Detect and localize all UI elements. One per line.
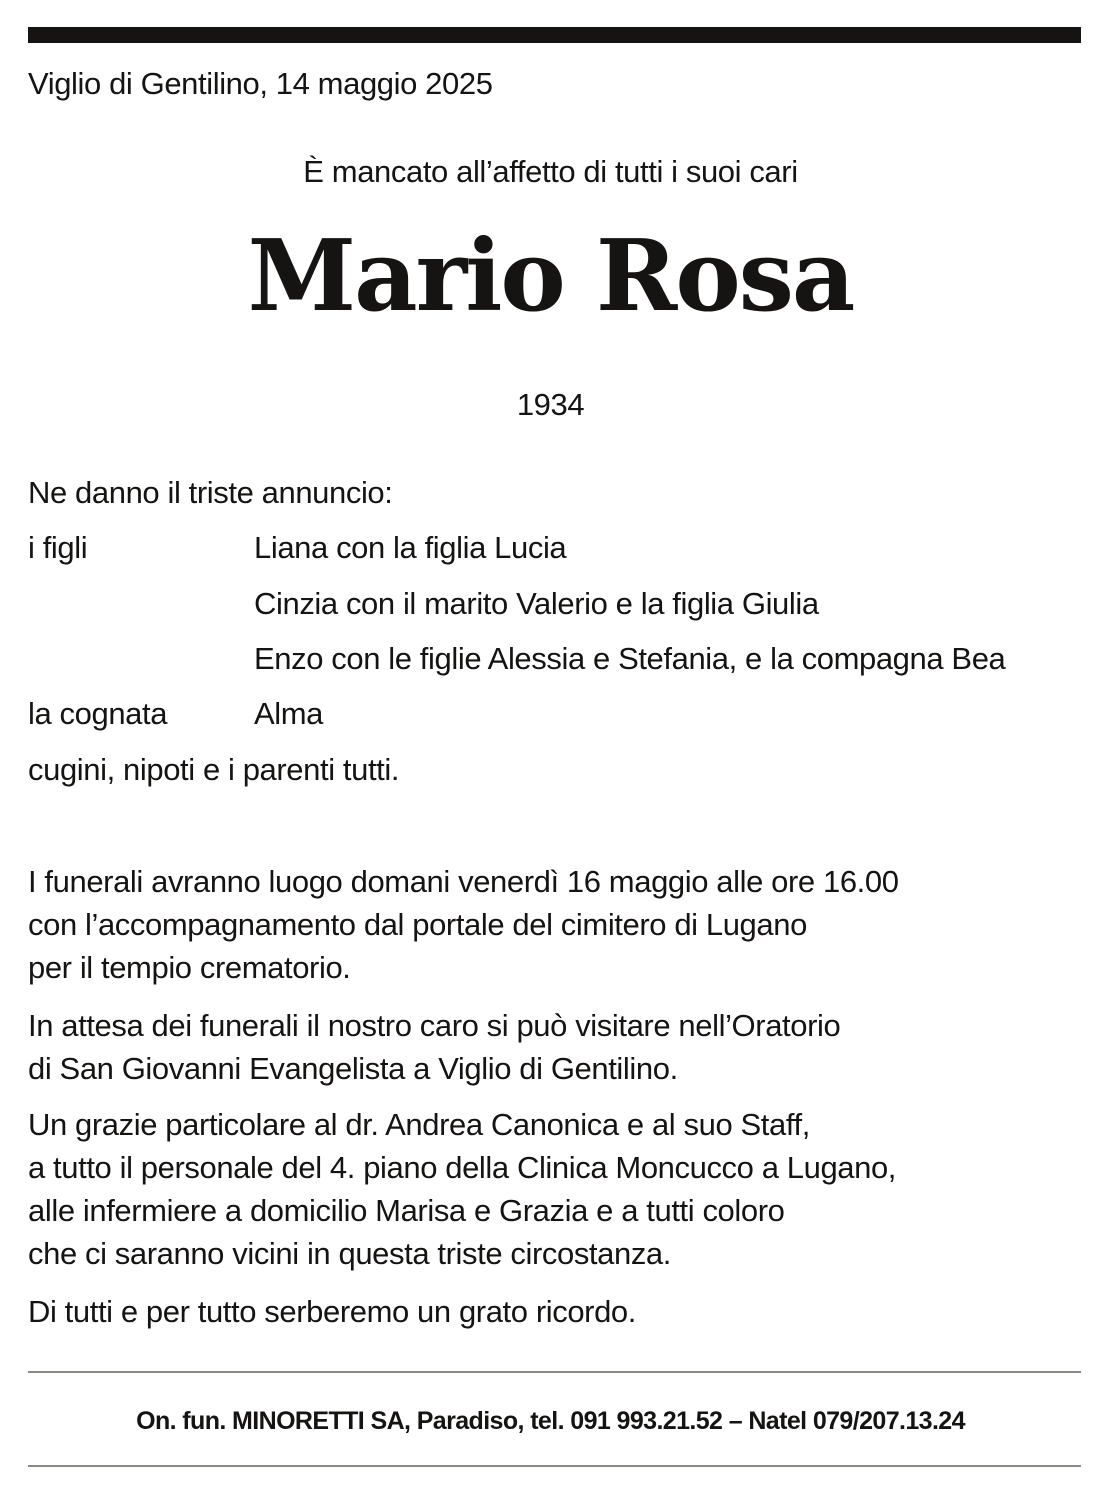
funeral-details-paragraph bbox=[28, 860, 899, 989]
place-date: Viglio di Gentilino, 14 maggio 2025 bbox=[28, 66, 493, 101]
mourners-closing: cugini, nipoti e i parenti tutti. bbox=[28, 752, 400, 787]
intro-line: È mancato all’affetto di tutti i suoi cari bbox=[303, 154, 798, 189]
paragraph-line: con l’accompagnamento dal portale del cimitero di Lugano bbox=[28, 907, 807, 942]
paragraph-line: I funerali avranno luogo domani venerdì 16 maggio alle ore 16.00 bbox=[28, 864, 899, 899]
paragraph-line: per il tempio crematorio. bbox=[28, 950, 351, 985]
visitation-paragraph bbox=[28, 1004, 840, 1090]
thanks-paragraph bbox=[28, 1103, 896, 1275]
top-divider bbox=[28, 27, 1081, 43]
birth-year: 1934 bbox=[516, 387, 585, 422]
mourner-label: i figli bbox=[28, 530, 88, 565]
paragraph-line: alle infermiere a domicilio Marisa e Grazia e a tutti coloro bbox=[28, 1193, 785, 1228]
mourner-name: Liana con la figlia Lucia bbox=[254, 530, 567, 565]
paragraph-line: In attesa dei funerali il nostro caro si può visitare nell’Oratorio bbox=[28, 1008, 841, 1043]
mourner-label: la cognata bbox=[28, 696, 168, 731]
paragraph-line: a tutto il personale del 4. piano della Clinica Moncucco a Lugano, bbox=[28, 1150, 897, 1185]
closing-paragraph bbox=[28, 1290, 636, 1333]
paragraph-line: di San Giovanni Evangelista a Viglio di Gentilino. bbox=[28, 1051, 678, 1086]
paragraph-line: Di tutti e per tutto serberemo un grato ricordo. bbox=[28, 1294, 636, 1329]
mourner-name: Cinzia con il marito Valerio e la figlia Giulia bbox=[254, 586, 819, 621]
announcement-heading: Ne danno il triste annuncio: bbox=[28, 475, 393, 510]
funeral-home-contact: On. fun. MINORETTI SA, Paradiso, tel. 091 993.21.52 – Natel 079/207.13.24 bbox=[136, 1407, 965, 1435]
mourner-name: Enzo con le figlie Alessia e Stefania, e la compagna Bea bbox=[254, 641, 1006, 676]
footer-divider-top bbox=[28, 1371, 1081, 1373]
mourner-name: Alma bbox=[254, 696, 324, 731]
paragraph-line: Un grazie particolare al dr. Andrea Canonica e al suo Staff, bbox=[28, 1107, 810, 1142]
paragraph-line: che ci saranno vicini in questa triste circostanza. bbox=[28, 1236, 671, 1271]
deceased-name: Mario Rosa bbox=[247, 219, 854, 334]
footer-divider-bottom bbox=[28, 1465, 1081, 1467]
